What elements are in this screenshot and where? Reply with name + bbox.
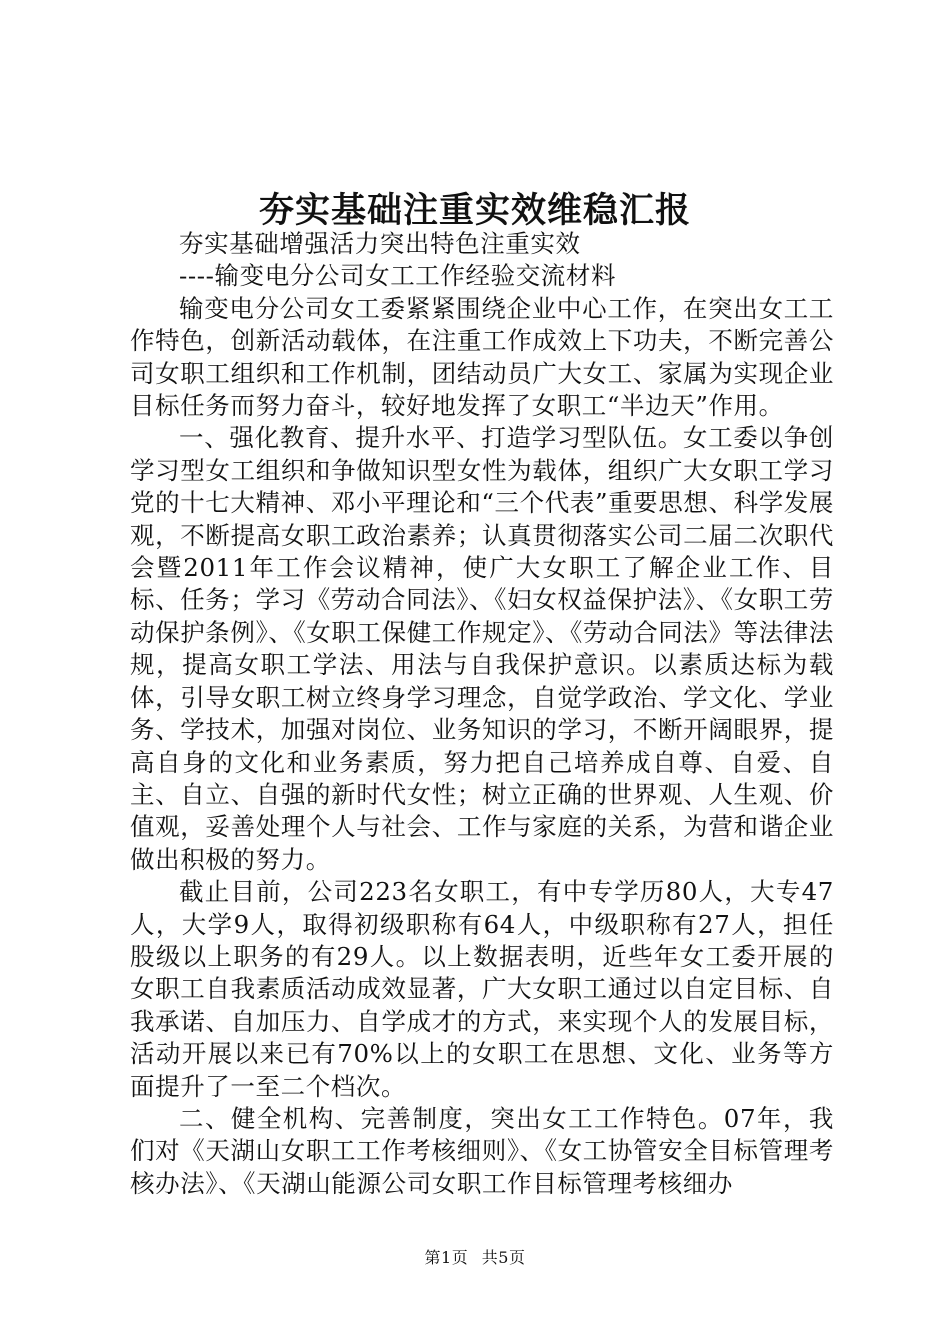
document-title: 夯实基础注重实效维稳汇报 bbox=[258, 190, 691, 231]
paragraph-statistics: 截止目前，公司223名女职工，有中专学历80人，大专47人，大学9人，取得初级职称有64人，中级职称有27人，担任股级以上职务的有29人。以上数据表明，近些年女工委开展的女职工自我素质活动成效显著，广大女职工通过以自定目标、自我承诺、自加压力、自学成才的方式，来实现个人的发展目标，活动开展以来已有70%以上的女职工在思想、文化、业务等方面提升了一至二个档次。 bbox=[130, 877, 834, 1101]
subtitle-line: 夯实基础增强活力突出特色注重实效 bbox=[179, 229, 581, 258]
paragraph-section-one: 一、强化教育、提升水平、打造学习型队伍。女工委以争创学习型女工组织和争做知识型女性为载体，组织广大女职工学习党的十七大精神、邓小平理论和“三个代表”重要思想、科学发展观，不断提高女职工政治素养；认真贯彻落实公司二届二次职代会暨2011年工作会议精神，使广大女职工了解企业工作、目标、任务；学习《劳动合同法》、《妇女权益保护法》、《女职工劳动保护条例》、《女职工保健工作规定》、《劳动合同法》等法律法规，提高女职工学法、用法与自我保护意识。以素质达标为载体，引导女职工树立终身学习理念，自觉学政治、学文化、学业务、学技术，加强对岗位、业务知识的学习，不断开阔眼界，提高自身的文化和业务素质，努力把自己培养成自尊、自爱、自主、自立、自强的新时代女性；树立正确的世界观、人生观、价值观，妥善处理个人与社会、工作与家庭的关系，为营和谐企业做出积极的努力。 bbox=[130, 423, 834, 874]
paragraph-intro: 输变电分公司女工委紧紧围绕企业中心工作，在突出女工工作特色，创新活动载体，在注重工作成效上下功夫，不断完善公司女职工组织和工作机制，团结动员广大女工、家属为实现企业目标任务而努力奋斗，较好地发挥了女职工“半边天”作用。 bbox=[130, 293, 834, 421]
document-body bbox=[130, 228, 834, 1200]
paragraph-section-two: 二、健全机构、完善制度，突出女工工作特色。07年，我们对《天湖山女职工工作考核细则》、《女工协管安全目标管理考核办法》、《天湖山能源公司女职工作目标管理考核细办 bbox=[130, 1103, 834, 1198]
subtitle-source-line: ----输变电分公司女工工作经验交流材料 bbox=[179, 261, 617, 291]
page-footer bbox=[0, 1245, 950, 1268]
page-total: 共5页 bbox=[481, 1248, 526, 1267]
page-number: 第1页 bbox=[424, 1248, 469, 1267]
